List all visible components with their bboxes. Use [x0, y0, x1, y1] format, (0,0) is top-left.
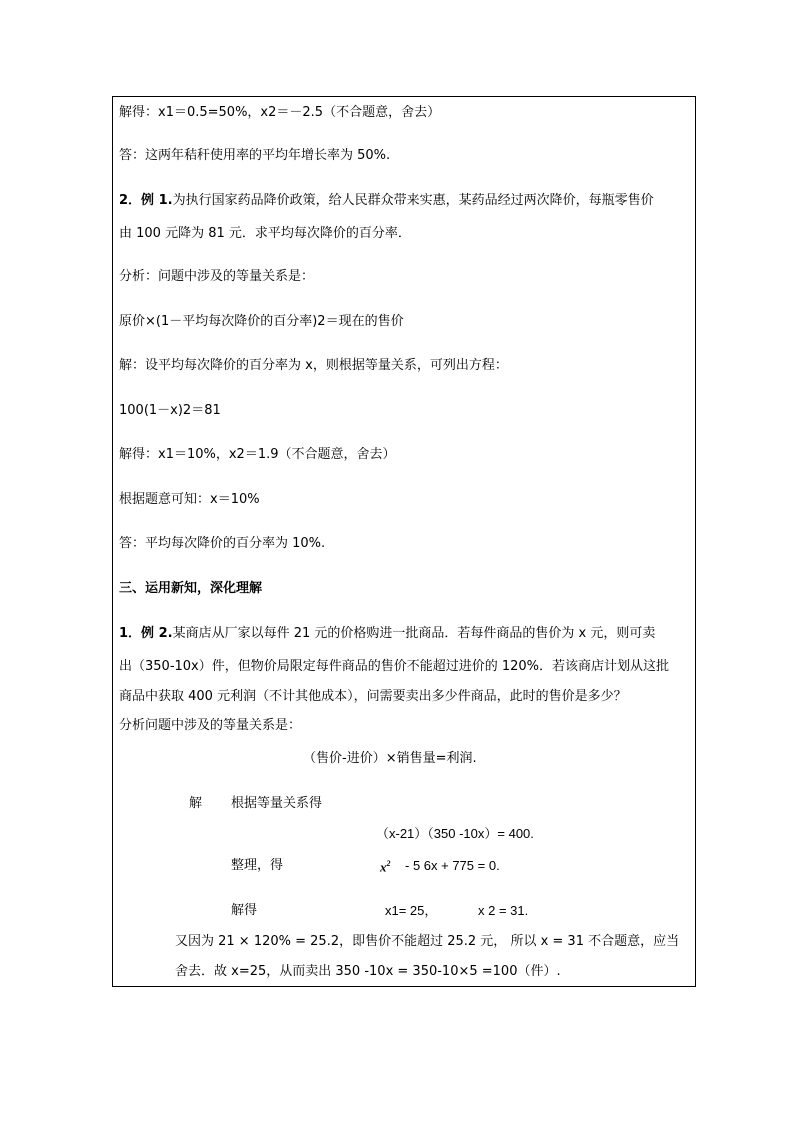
solution-line-2: 解得：x1＝10%，x2＝1.9（不合题意，舍去） — [119, 447, 396, 462]
example-2-label: 1．例 2. — [119, 626, 173, 641]
example-2-line-2: 出（350-10x）件，但物价局限定每件商品的售价不能超过进价的 120%．若该商店计划从这批 — [119, 659, 670, 674]
setup-line: 解：设平均每次降价的百分率为 x，则根据等量关系，可列出方程： — [119, 358, 508, 373]
equation-line-2: （x-21）（350 -10x）= 400. — [376, 826, 534, 841]
root-1: x1= 25， — [385, 903, 438, 918]
solve-label: 解 — [189, 796, 203, 811]
simplify-label: 整理，得 — [231, 858, 284, 873]
conclusion-line-1: 又因为 21 × 120% = 25.2，即售价不能超过 25.2 元， 所以 x = 31 不合题意，应当 — [175, 934, 680, 949]
example-1-line-2: 由 100 元降为 81 元．求平均每次降价的百分率． — [119, 226, 411, 241]
example-2-text: 某商店从厂家以每件 21 元的价格购进一批商品．若每件商品的售价为 x 元，则可卖 — [172, 626, 656, 641]
example-2-line-3: 商品中获取 400 元利润（不计其他成本），问需要卖出多少件商品，此时的售价是多少？ — [119, 689, 627, 704]
example-1-line-1 — [119, 192, 654, 210]
relation-line-2: （售价-进价）×销售量=利润. — [303, 751, 477, 766]
analysis-line: 分析：问题中涉及的等量关系是： — [119, 269, 315, 284]
deduction-line: 根据题意可知：x＝10% — [119, 492, 260, 507]
example-1-label: 2．例 1. — [119, 193, 173, 208]
relation-line: 原价×(1－平均每次降价的百分率)2＝现在的售价 — [119, 314, 404, 329]
equation-line: 100(1－x)2＝81 — [119, 403, 221, 418]
root-2: x 2 = 31. — [478, 903, 529, 918]
solve-text: 根据等量关系得 — [231, 796, 323, 811]
roots-label: 解得 — [231, 903, 258, 918]
answer-line-1: 答：这两年秸秆使用率的平均年增长率为 50%. — [119, 148, 391, 163]
x-squared-term: $x^2$ — [380, 859, 391, 875]
answer-line-2: 答：平均每次降价的百分率为 10%. — [119, 536, 326, 551]
solution-line-1: 解得：x1＝0.5=50%，x2＝－2.5（不合题意，舍去） — [119, 105, 441, 120]
example-1-text: 为执行国家药品降价政策，给人民群众带来实惠，某药品经过两次降价，每瓶零售价 — [172, 193, 654, 208]
quadratic-equation: - 5 6x + 775 = 0. — [405, 858, 500, 873]
analysis-line-2: 分析问题中涉及的等量关系是： — [119, 718, 302, 733]
conclusion-line-2: 舍去．故 x=25，从而卖出 350 -10x = 350-10×5 =100（件）. — [175, 964, 561, 979]
example-2-line-1 — [119, 625, 655, 643]
section-heading: 三、运用新知，深化理解 — [119, 581, 263, 596]
